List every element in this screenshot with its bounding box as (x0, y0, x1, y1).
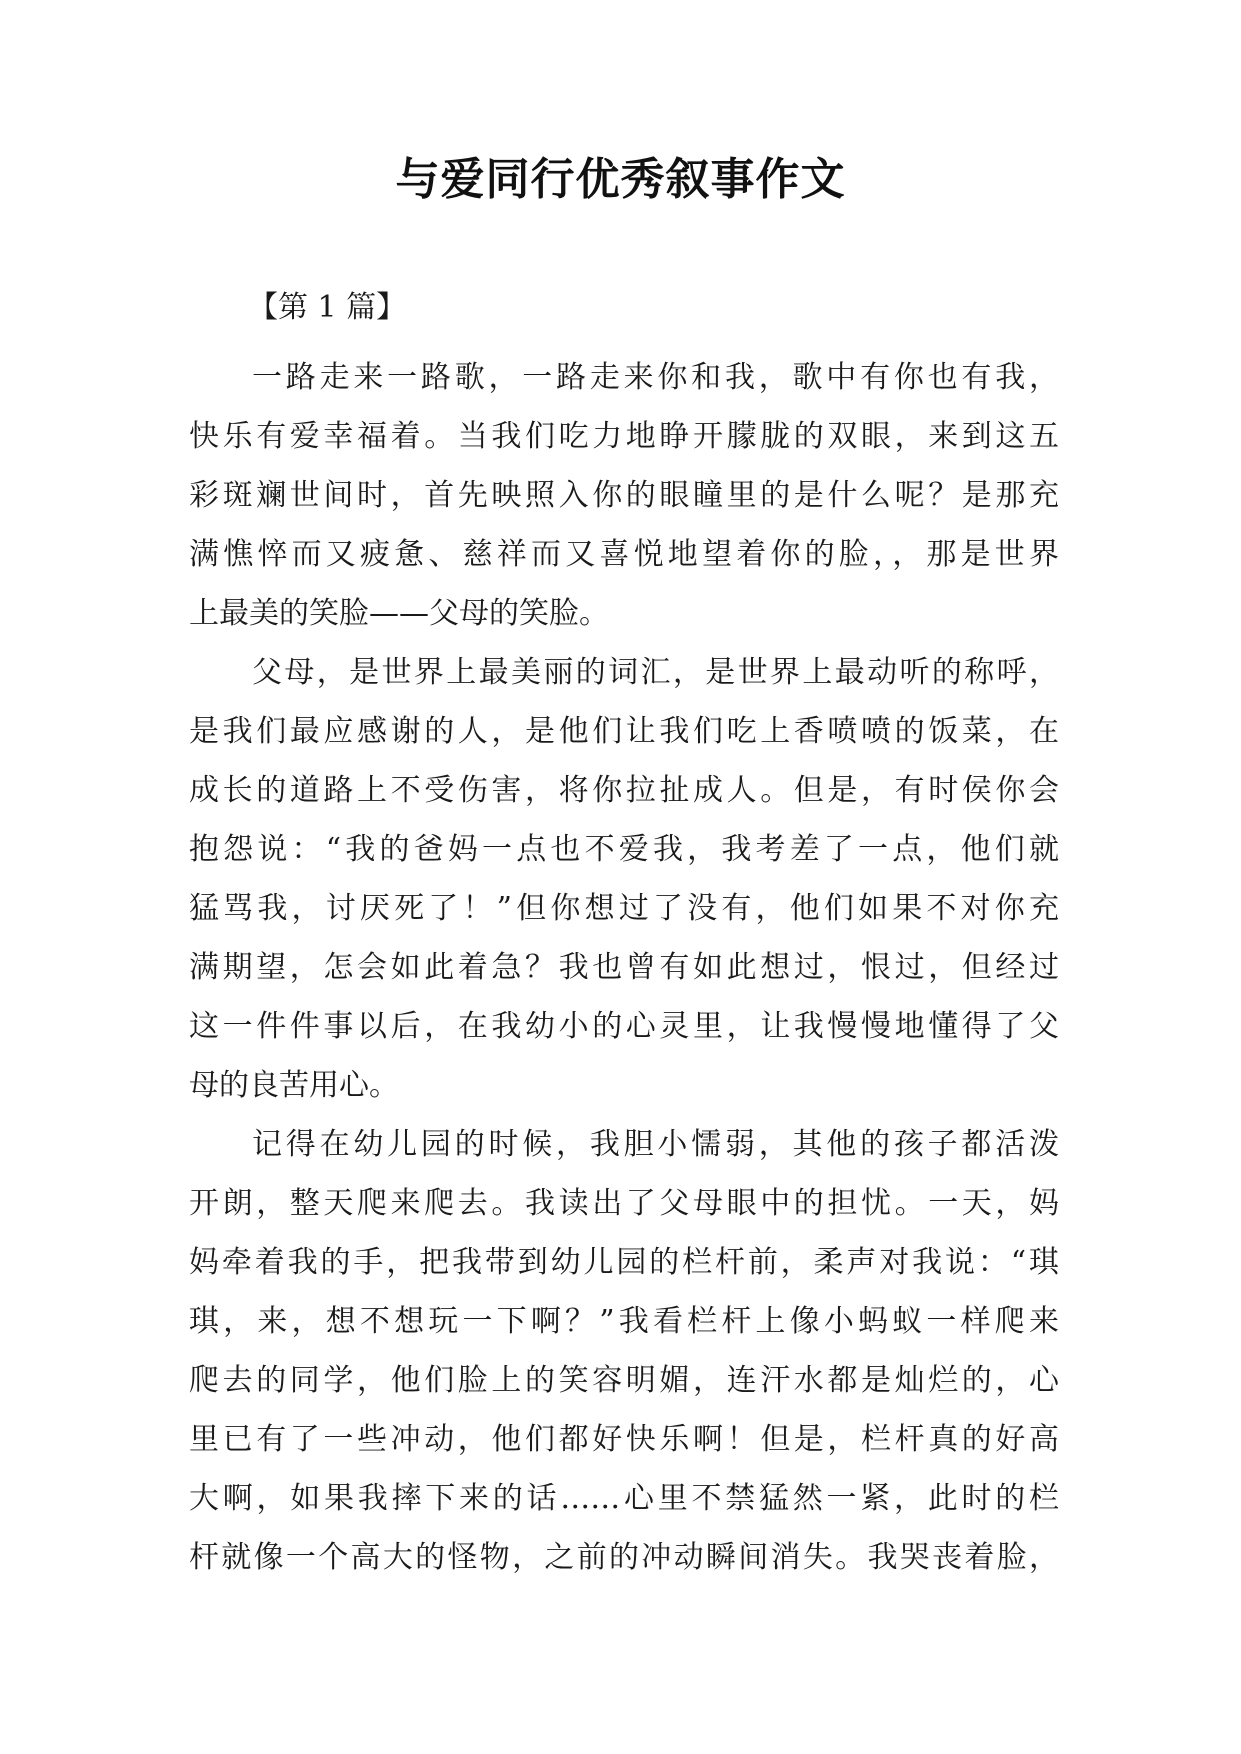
essay-body (189, 348, 1059, 1587)
text-line: 琪，来，想不想玩一下啊？”我看栏杆上像小蚂蚁一样爬来 (189, 1304, 1059, 1339)
section-heading: 【第 1 篇】 (248, 290, 407, 325)
text-line: 猛骂我，讨厌死了！”但你想过了没有，他们如果不对你充 (189, 891, 1059, 926)
text-line: 彩斑斓世间时，首先映照入你的眼瞳里的是什么呢？是那充 (189, 478, 1059, 513)
text-line: 上最美的笑脸——父母的笑脸。 (189, 596, 609, 631)
text-line: 满憔悴而又疲惫、慈祥而又喜悦地望着你的脸，，那是世界 (189, 537, 1059, 572)
text-line: 这一件件事以后，在我幼小的心灵里，让我慢慢地懂得了父 (189, 1009, 1059, 1044)
text-line: 父母，是世界上最美丽的词汇，是世界上最动听的称呼， (252, 655, 1059, 690)
text-line: 爬去的同学，他们脸上的笑容明媚，连汗水都是灿烂的，心 (189, 1363, 1059, 1398)
document-title: 与爱同行优秀叙事作文 (395, 154, 846, 205)
text-line: 杆就像一个高大的怪物，之前的冲动瞬间消失。我哭丧着脸， (189, 1540, 1059, 1575)
text-line: 满期望，怎会如此着急？我也曾有如此想过，恨过，但经过 (189, 950, 1059, 985)
text-line: 成长的道路上不受伤害，将你拉扯成人。但是，有时侯你会 (189, 773, 1059, 808)
text-line: 里已有了一些冲动，他们都好快乐啊！但是，栏杆真的好高 (189, 1422, 1059, 1457)
text-line: 母的良苦用心。 (189, 1068, 399, 1103)
text-line: 开朗，整天爬来爬去。我读出了父母眼中的担忧。一天，妈 (189, 1186, 1059, 1221)
text-line: 抱怨说：“我的爸妈一点也不爱我，我考差了一点，他们就 (189, 832, 1059, 867)
text-line: 快乐有爱幸福着。当我们吃力地睁开朦胧的双眼，来到这五 (189, 419, 1059, 454)
text-line: 一路走来一路歌，一路走来你和我，歌中有你也有我， (252, 360, 1059, 395)
text-line: 大啊，如果我摔下来的话……心里不禁猛然一紧，此时的栏 (189, 1481, 1059, 1516)
text-line: 记得在幼儿园的时候，我胆小懦弱，其他的孩子都活泼 (252, 1127, 1059, 1162)
text-line: 是我们最应感谢的人，是他们让我们吃上香喷喷的饭菜，在 (189, 714, 1059, 749)
text-line: 妈牵着我的手，把我带到幼儿园的栏杆前，柔声对我说：“琪 (189, 1245, 1059, 1280)
